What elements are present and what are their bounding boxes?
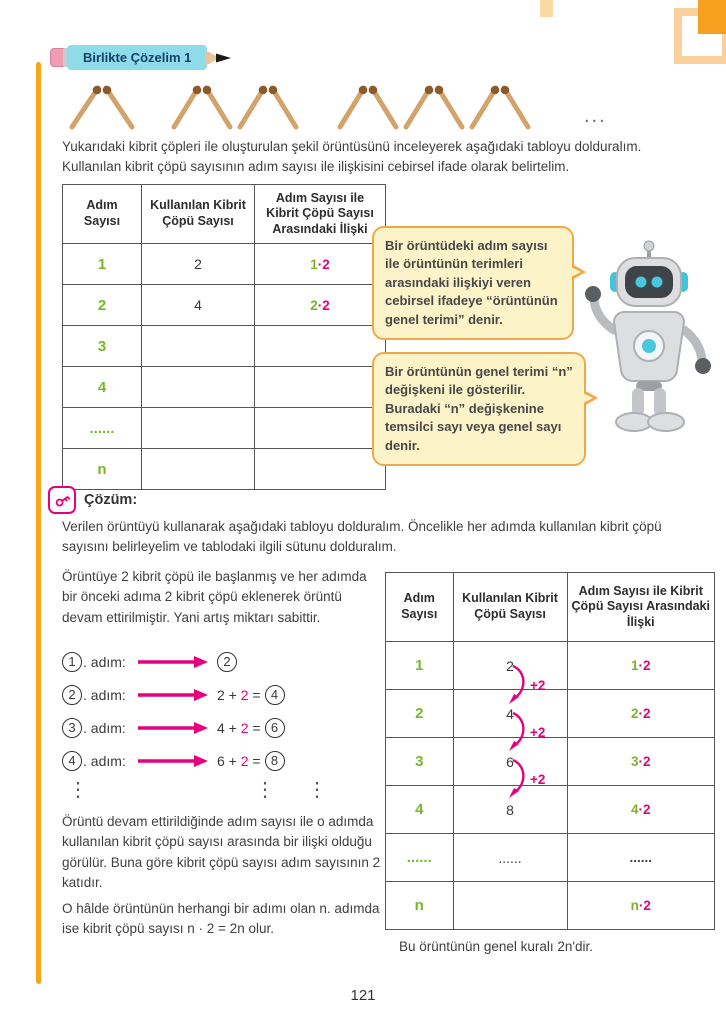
relation-value <box>255 326 386 367</box>
step-value: ...... <box>386 834 454 882</box>
step-value: ...... <box>63 408 142 449</box>
increment-arrow-3 <box>505 758 545 800</box>
step-label: . adım: <box>83 719 126 736</box>
count-value: 2 <box>142 244 255 285</box>
increment-arrow-2 <box>505 711 545 753</box>
relation-green: 3 <box>630 754 639 769</box>
relation-green: 1 <box>630 658 639 673</box>
step-line-1 <box>62 645 382 678</box>
step-equals: = <box>248 686 265 703</box>
table-row <box>386 738 715 786</box>
step-added-amount: 2 <box>240 719 249 736</box>
count-value: 4 <box>453 690 567 738</box>
step-value: 2 <box>386 690 454 738</box>
step-value: 4 <box>63 367 142 408</box>
step-value: 2 <box>63 285 142 326</box>
table-row <box>386 642 715 690</box>
step-value: 3 <box>63 326 142 367</box>
step-number-circle: 3 <box>62 718 82 738</box>
solution-steps <box>62 645 382 813</box>
speech-bubble-n-variable: Bir örüntünün genel terimi “n” değişkeni ile gösterilir. Buradaki “n” değişkenine temsilci sayı veya genel sayı denir. <box>372 352 586 466</box>
relation-green: 1 <box>310 256 318 272</box>
step-label: . adım: <box>83 653 126 670</box>
increment-label: +2 <box>530 677 546 693</box>
count-value: 4 <box>142 285 255 326</box>
step-equals: = <box>248 752 265 769</box>
left-accent-bar <box>36 62 41 984</box>
robot-illustration <box>584 238 714 443</box>
relation-value <box>255 244 386 285</box>
increment-label: +2 <box>530 771 546 787</box>
count-value <box>142 367 255 408</box>
column-header: Kullanılan Kibrit Çöpü Sayısı <box>142 185 255 244</box>
relation-value <box>255 367 386 408</box>
pencil-tip-icon <box>205 49 231 67</box>
intro-text <box>62 137 710 177</box>
step-line-2 <box>62 678 382 711</box>
table-row <box>386 786 715 834</box>
arrow-right-icon <box>138 722 208 734</box>
column-header: Adım Sayısı <box>386 573 454 642</box>
column-header: Adım Sayısı <box>63 185 142 244</box>
solution-table <box>385 572 715 930</box>
table-row <box>63 285 386 326</box>
relation-green: 2 <box>630 706 639 721</box>
worksheet-table <box>62 184 386 490</box>
step-label: . adım: <box>83 686 126 703</box>
vertical-ellipsis: ⋮ <box>68 779 88 801</box>
corner-decoration-square <box>698 0 726 34</box>
relation-green: n <box>630 898 639 913</box>
relation-value <box>255 408 386 449</box>
pattern-ellipsis: ... <box>584 105 607 127</box>
relation-value <box>567 690 714 738</box>
step-number-circle: 4 <box>62 751 82 771</box>
relation-dots: ...... <box>629 850 653 865</box>
relation-pink: ·2 <box>638 898 651 913</box>
count-value: 6 <box>453 738 567 786</box>
count-value <box>142 408 255 449</box>
step-value: 3 <box>386 738 454 786</box>
step-result-circle: 4 <box>265 685 285 705</box>
solution-table-block <box>385 572 715 954</box>
table-caption: Bu örüntünün genel kuralı 2n'dir. <box>399 939 593 954</box>
arrow-right-icon <box>138 755 208 767</box>
step-equals: = <box>248 719 265 736</box>
arrow-right-icon <box>138 656 208 668</box>
key-icon <box>48 486 76 514</box>
step-expression: 6 + <box>217 752 241 769</box>
banner-pill <box>67 45 207 70</box>
table-row <box>386 834 715 882</box>
step-number-circle: 2 <box>62 685 82 705</box>
column-header: Adım Sayısı ile Kibrit Çöpü Sayısı Arasındaki İlişki <box>567 573 714 642</box>
relation-pink: ·2 <box>638 658 651 673</box>
step-line-3 <box>62 711 382 744</box>
matchstick-pattern-row <box>60 80 607 132</box>
step-label: . adım: <box>83 752 126 769</box>
relation-green: 2 <box>310 297 318 313</box>
step-expression: 2 + <box>217 686 241 703</box>
intro-line-2: Kullanılan kibrit çöpü sayısının adım sayısı ile ilişkisini cebirsel ifade olarak belirtelim. <box>62 158 570 174</box>
speech-bubble-general-term: Bir örüntüdeki adım sayısı ile örüntünün terimleri arasındaki ilişkiyi veren cebirsel ifadeye “örüntünün genel terimi” denir. <box>372 226 574 340</box>
step-number-circle: 1 <box>62 652 82 672</box>
column-header: Adım Sayısı ile Kibrit Çöpü Sayısı Arasındaki İlişki <box>255 185 386 244</box>
step-result-circle: 6 <box>265 718 285 738</box>
increment-label: +2 <box>530 724 546 740</box>
table-row <box>63 367 386 408</box>
step-value: 4 <box>386 786 454 834</box>
relation-value <box>567 786 714 834</box>
table-row <box>63 326 386 367</box>
vertical-ellipsis: ⋮ <box>255 779 275 801</box>
step-value: n <box>63 449 142 490</box>
table-row <box>63 449 386 490</box>
section-banner <box>50 45 231 70</box>
relation-value <box>567 882 714 930</box>
top-decoration <box>540 0 553 17</box>
solution-label: Çözüm: <box>84 492 138 508</box>
relation-pink: ·2 <box>317 256 330 272</box>
count-value <box>142 326 255 367</box>
step-expression: 4 + <box>217 719 241 736</box>
matchstick-pattern-step2 <box>162 80 310 132</box>
count-value: 2 <box>453 642 567 690</box>
table-row <box>386 882 715 930</box>
table-row <box>63 244 386 285</box>
count-value <box>453 882 567 930</box>
table-row <box>386 690 715 738</box>
solution-header <box>48 486 137 514</box>
relation-pink: ·2 <box>638 754 651 769</box>
arrow-right-icon <box>138 689 208 701</box>
table-row <box>63 408 386 449</box>
solution-left-text: Örüntüye 2 kibrit çöpü ile başlanmış ve her adımda bir önceki adıma 2 kibrit çöpü eklenerek örüntü devam ettirilmiştir. Yani artış miktarı sabittir. <box>62 569 367 625</box>
relation-pink: ·2 <box>638 706 651 721</box>
column-header: Kullanılan Kibrit Çöpü Sayısı <box>453 573 567 642</box>
relation-value <box>255 285 386 326</box>
solution-intro-text: Verilen örüntüyü kullanarak aşağıdaki tabloyu dolduralım. Öncelikle her adımda kullanılan kibrit çöpü sayısını belirleyelim ve tablodaki ilgili sütunu dolduralım. <box>62 519 662 555</box>
relation-green: 4 <box>630 802 639 817</box>
relation-pink: ·2 <box>638 802 651 817</box>
relation-value <box>567 642 714 690</box>
table-header-row <box>386 573 715 642</box>
relation-value <box>255 449 386 490</box>
relation-pink: ·2 <box>317 297 330 313</box>
vertical-ellipsis: ⋮ <box>307 779 327 801</box>
table-header-row <box>63 185 386 244</box>
increment-arrow-1 <box>505 664 545 706</box>
matchstick-pattern-step1 <box>60 80 144 132</box>
relation-value <box>567 834 714 882</box>
page-number: 121 <box>350 987 376 1004</box>
step-value: n <box>386 882 454 930</box>
conclusion-text-2: O hâlde örüntünün herhangi bir adımı olan n. adımda ise kibrit çöpü sayısı n · 2 = 2n olur. <box>62 901 380 937</box>
intro-line-1: Yukarıdaki kibrit çöpleri ile oluşturulan şekil örüntüsünü inceleyerek aşağıdaki tabloyu dolduralım. <box>62 139 642 154</box>
count-value: ...... <box>453 834 567 882</box>
matchstick-pattern-step3 <box>328 80 540 132</box>
count-value <box>142 449 255 490</box>
count-value: 8 <box>453 786 567 834</box>
step-added-amount: 2 <box>240 686 249 703</box>
activity-title: Birlikte Çözelim 1 <box>83 50 192 65</box>
step-added-amount: 2 <box>240 752 249 769</box>
conclusion-text-1: Örüntü devam ettirildiğinde adım sayısı ile o adımda kullanılan kibrit çöpü sayısı arasında bir ilişki olduğu görülür. Buna göre kibrit çöpü sayısı adım sayısının 2 katıdır. <box>62 814 381 890</box>
step-value: 1 <box>63 244 142 285</box>
relation-value <box>567 738 714 786</box>
step-result-circle: 2 <box>217 652 237 672</box>
step-result-circle: 8 <box>265 751 285 771</box>
step-value: 1 <box>386 642 454 690</box>
step-line-4 <box>62 744 382 777</box>
